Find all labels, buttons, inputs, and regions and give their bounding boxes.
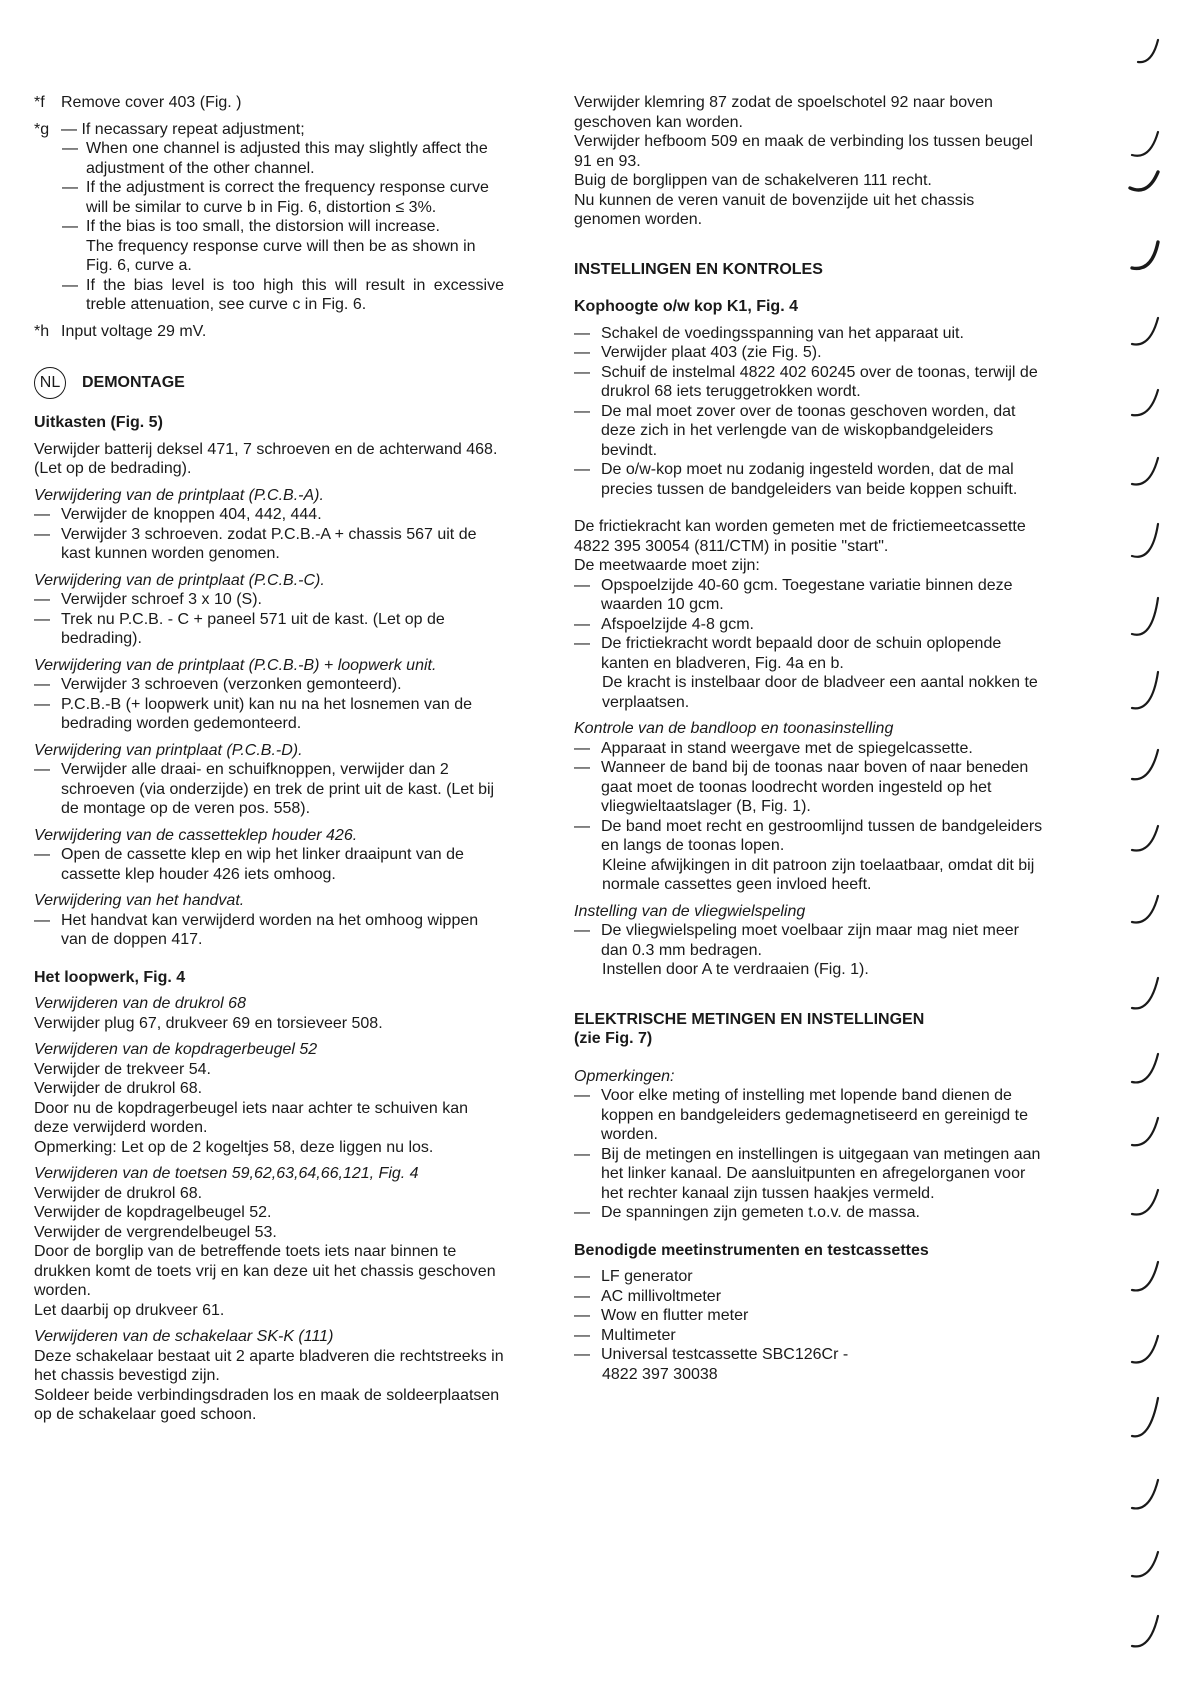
paragraph-line: Opmerking: Let op de 2 kogeltjes 58, deze liggen nu los. [34, 1138, 434, 1156]
list-item: — Het handvat kan verwijderd worden na het omhoog wippen van de doppen 417. [34, 911, 479, 948]
list-item: — De frictiekracht wordt bepaald door de schuin oplopende kanten en bladveren, Fig. 4a en b. [574, 635, 1002, 672]
list-item: — Multimeter [574, 1326, 676, 1344]
procedure-title: Verwijdering van printplaat (P.C.B.-D). [34, 741, 303, 759]
procedure-title: Verwijderen van de kopdragerbeugel 52 [34, 1041, 318, 1058]
list-item: — AC millivoltmeter [574, 1287, 722, 1305]
list-item: — Voor elke meting of instelling met lopende band dienen de koppen en bandgeleiders gedemagnetiseerd en gereinigd te worden. [574, 1087, 1028, 1143]
list-item: — Opspoelzijde 40-60 gcm. Toegestane variatie binnen deze waarden 10 gcm. [574, 576, 1013, 613]
subheading: Benodigde meetinstrumenten en testcassettes [574, 1241, 929, 1259]
list-item: — Wanneer de band bij de toonas naar boven of naar beneden gaat moet de toonas loodrecht worden ingesteld op het vliegwieltaatslager (B, Fig. 1). [574, 759, 1029, 815]
procedure-title: Verwijderen van de drukrol 68 [34, 995, 246, 1012]
section-title: DEMONTAGE [82, 374, 185, 392]
list-item-continuation: Instellen door A te verdraaien (Fig. 1). [602, 961, 869, 978]
binder-marks [1118, 0, 1179, 1680]
list-item: — De vliegwielspeling moet voelbaar zijn maar mag niet meer dan 0.3 mm bedragen. [574, 922, 1019, 959]
paragraph-line: Nu kunnen de veren vanuit de bovenzijde uit het chassis genomen worden. [574, 191, 975, 228]
paragraph: Verwijder batterij deksel 471, 7 schroeven en de achterwand 468. (Let op de bedrading). [34, 440, 498, 477]
list-item: — Verwijder de knoppen 404, 442, 444. [34, 506, 322, 523]
list-item: — If the adjustment is correct the frequency response curve will be similar to curve b in Fig. 6, distortion ≤ 3%. [62, 179, 489, 216]
list-item: — Bij de metingen en instellingen is uitgegaan van metingen aan het linker kanaal. De aansluitpunten en afregelorganen voor het rechter kanaal zijn tussen haakjes vermeld. [574, 1145, 1041, 1202]
list-item: — Open de cassette klep en wip het linker draaipunt van de cassette klep houder 426 iets omhoog. [34, 846, 464, 883]
paragraph-line: Buig de borglippen van de schakelveren 111 recht. [574, 172, 932, 189]
list-item: — Verwijder alle draai- en schuifknoppen, verwijder dan 2 schroeven (via onderzijde) en trek de print uit de kast. (Let bij de montage op de veren pos. 558). [34, 761, 495, 817]
paragraph-line: Let daarbij op drukveer 61. [34, 1301, 225, 1319]
language-badge: NL [34, 367, 66, 399]
section-title-sub: (zie Fig. 7) [574, 1030, 653, 1047]
list-item: — De band moet recht en gestroomlijnd tussen de bandgeleiders en langs de toonas lopen. [574, 817, 1043, 854]
list-item: — Verwijder schroef 3 x 10 (S). [34, 591, 262, 608]
paragraph: De frictiekracht kan worden gemeten met de frictiemeetcassette 4822 395 30054 (811/CTM) in positie "start". [574, 518, 1026, 555]
paragraph-line: Door de borglip van de betreffende toets iets naar binnen te drukken komt de toets vrij en kan deze uit het chassis geschoven worden. [34, 1243, 496, 1299]
paragraph-line: Verwijder de drukrol 68. [34, 1184, 203, 1202]
list-item: — Trek nu P.C.B. - C + paneel 571 uit de kast. (Let op de bedrading). [34, 610, 445, 647]
binder-hole-icons [1118, 0, 1179, 1680]
list-item: — Verwijder 3 schroeven. zodat P.C.B.-A + chassis 567 uit de kast kunnen worden genomen. [34, 525, 477, 562]
note-marker: *f [34, 94, 45, 111]
procedure-title: Verwijdering van de cassetteklep houder 426. [34, 826, 358, 844]
procedure-title: Verwijdering van het handvat. [34, 892, 245, 909]
note-h [34, 322, 504, 342]
paragraph-line: Verwijder de drukrol 68. [34, 1080, 203, 1097]
note-g: *g — If necassary repeat adjustment; [34, 120, 305, 138]
note-text: Remove cover 403 (Fig. ) [61, 94, 242, 111]
paragraph-line: Door nu de kopdragerbeugel iets naar achter te schuiven kan deze verwijderd worden. [34, 1099, 469, 1136]
list-item: — LF generator [574, 1268, 693, 1285]
list-item: — Universal testcassette SBC126Cr - [574, 1346, 849, 1363]
list-item-continuation: The frequency response curve will then be as shown in Fig. 6, curve a. [86, 237, 476, 274]
list-item: — De spanningen zijn gemeten t.o.v. de massa. [574, 1204, 920, 1221]
list-item: — Schuif de instelmal 4822 402 60245 over de toonas, terwijl de drukrol 68 iets teruggetrokken wordt. [574, 363, 1038, 400]
list-item: — Verwijder plaat 403 (zie Fig. 5). [574, 344, 822, 361]
list-item: — P.C.B.-B (+ loopwerk unit) kan nu na het losnemen van de bedrading worden gedemonteerd. [34, 695, 473, 732]
left-column [34, 93, 504, 1425]
list-item-continuation: 4822 397 30038 [602, 1365, 718, 1383]
paragraph-line: De meetwaarde moet zijn: [574, 557, 760, 574]
paragraph-line: Verwijder klemring 87 zodat de spoelschotel 92 naar boven geschoven kan worden. [574, 94, 993, 131]
list-item: — If the bias is too small, the distorsion will increase. [62, 218, 440, 235]
section-title: INSTELLINGEN EN KONTROLES [574, 260, 823, 278]
right-column [574, 93, 1044, 1384]
paragraph-line: Verwijder de trekveer 54. [34, 1060, 211, 1078]
procedure-title: Opmerkingen: [574, 1067, 675, 1085]
paragraph: Verwijder plug 67, drukveer 69 en torsieveer 508. [34, 1014, 383, 1032]
procedure-title: Verwijdering van de printplaat (P.C.B.-A). [34, 486, 324, 504]
list-item-continuation: Kleine afwijkingen in dit patroon zijn toelaatbaar, omdat dit bij normale cassettes geen invloed heeft. [602, 856, 1035, 893]
binder-hole-icon [1130, 40, 1158, 1646]
paragraph-line: Verwijder de kopdragelbeugel 52. [34, 1204, 272, 1221]
procedure-title: Verwijdering van de printplaat (P.C.B.-B) + loopwerk unit. [34, 656, 437, 674]
procedure-title: Kontrole van de bandloop en toonasinstelling [574, 720, 894, 737]
note-marker: *g [34, 120, 50, 138]
paragraph-line: Soldeer beide verbindingsdraden los en maak de soldeerplaatsen op de schakelaar goed schoon. [34, 1386, 500, 1423]
subheading: Kophoogte o/w kop K1, Fig. 4 [574, 298, 798, 315]
list-item: — Afspoelzijde 4-8 gcm. [574, 615, 754, 633]
procedure-title: Verwijderen van de toetsen 59,62,63,64,66,121, Fig. 4 [34, 1165, 419, 1182]
list-item: — Verwijder 3 schroeven (verzonken gemonteerd). [34, 676, 402, 693]
list-item: — Wow en flutter meter [574, 1307, 749, 1324]
subheading: Het loopwerk, Fig. 4 [34, 968, 186, 986]
note-f [34, 93, 504, 113]
list-item-continuation: De kracht is instelbaar door de bladveer een aantal nokken te verplaatsen. [602, 674, 1038, 711]
paragraph-line: Deze schakelaar bestaat uit 2 aparte bladveren die rechtstreeks in het chassis bevestigd zijn. [34, 1347, 504, 1384]
procedure-title: Verwijdering van de printplaat (P.C.B.-C). [34, 571, 325, 589]
section-title: ELEKTRISCHE METINGEN EN INSTELLINGEN [574, 1010, 925, 1028]
paragraph-line: Verwijder de vergrendelbeugel 53. [34, 1223, 277, 1241]
list-item: — When one channel is adjusted this may slightly affect the adjustment of the other channel. [62, 140, 488, 177]
list-item: — Schakel de voedingsspanning van het apparaat uit. [574, 324, 964, 342]
note-marker: *h [34, 322, 50, 340]
list-item: — If the bias level is too high this will result in excessive treble attenuation, see curve c in Fig. 6. [62, 276, 504, 313]
procedure-title: Verwijderen van de schakelaar SK-K (111) [34, 1328, 334, 1345]
note-text: Input voltage 29 mV. [61, 322, 207, 340]
section-title-demontage [34, 367, 504, 399]
subheading: Uitkasten (Fig. 5) [34, 414, 163, 431]
paragraph-line: Verwijder hefboom 509 en maak de verbinding los tussen beugel 91 en 93. [574, 133, 1033, 170]
procedure-title: Instelling van de vliegwielspeling [574, 902, 806, 920]
note-g-item: If necassary repeat adjustment; [81, 120, 305, 138]
list-item: — De mal moet zover over de toonas geschoven worden, dat deze zich in het verlengde van de wiskopbandgeleiders bevindt. [574, 402, 1016, 459]
list-item: — De o/w-kop moet nu zodanig ingesteld worden, dat de mal precies tussen de bandgeleiders van beide koppen schuift. [574, 461, 1018, 498]
list-item: — Apparaat in stand weergave met de spiegelcassette. [574, 739, 973, 757]
